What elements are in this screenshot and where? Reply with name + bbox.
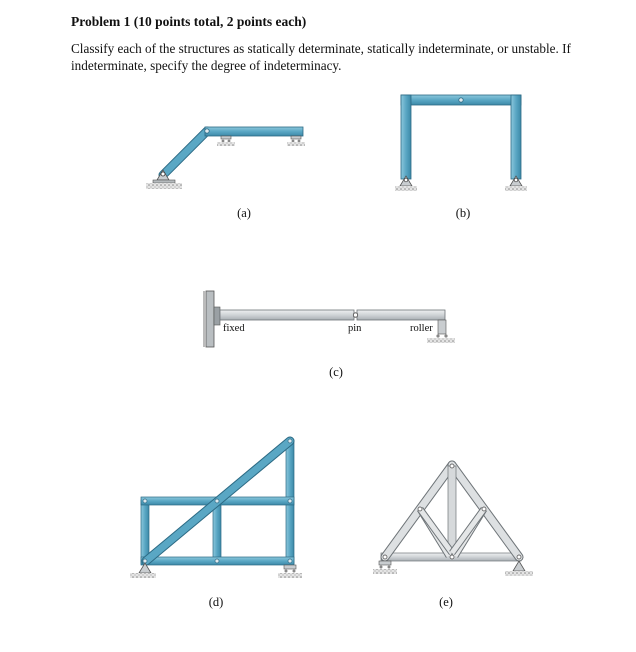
figure-e [373, 464, 533, 576]
label-pin: pin [348, 323, 362, 334]
problem-title: Problem 1 (10 points total, 2 points each) [71, 14, 307, 29]
figure-d [130, 439, 302, 578]
caption-d: (d) [208, 595, 224, 609]
caption-b: (b) [455, 206, 471, 220]
figure-c [204, 291, 455, 347]
label-roller: roller [410, 323, 433, 334]
caption-c: (c) [329, 365, 343, 379]
caption-a: (a) [237, 206, 251, 220]
label-fixed: fixed [223, 323, 245, 334]
caption-e: (e) [439, 595, 453, 609]
problem-instructions: Classify each of the structures as statically determinate, statically indeterminate, or unstable. If indeterminate, specify the degree of indeterminacy. [71, 41, 571, 73]
figure-b [395, 95, 527, 191]
figure-a [146, 127, 305, 189]
